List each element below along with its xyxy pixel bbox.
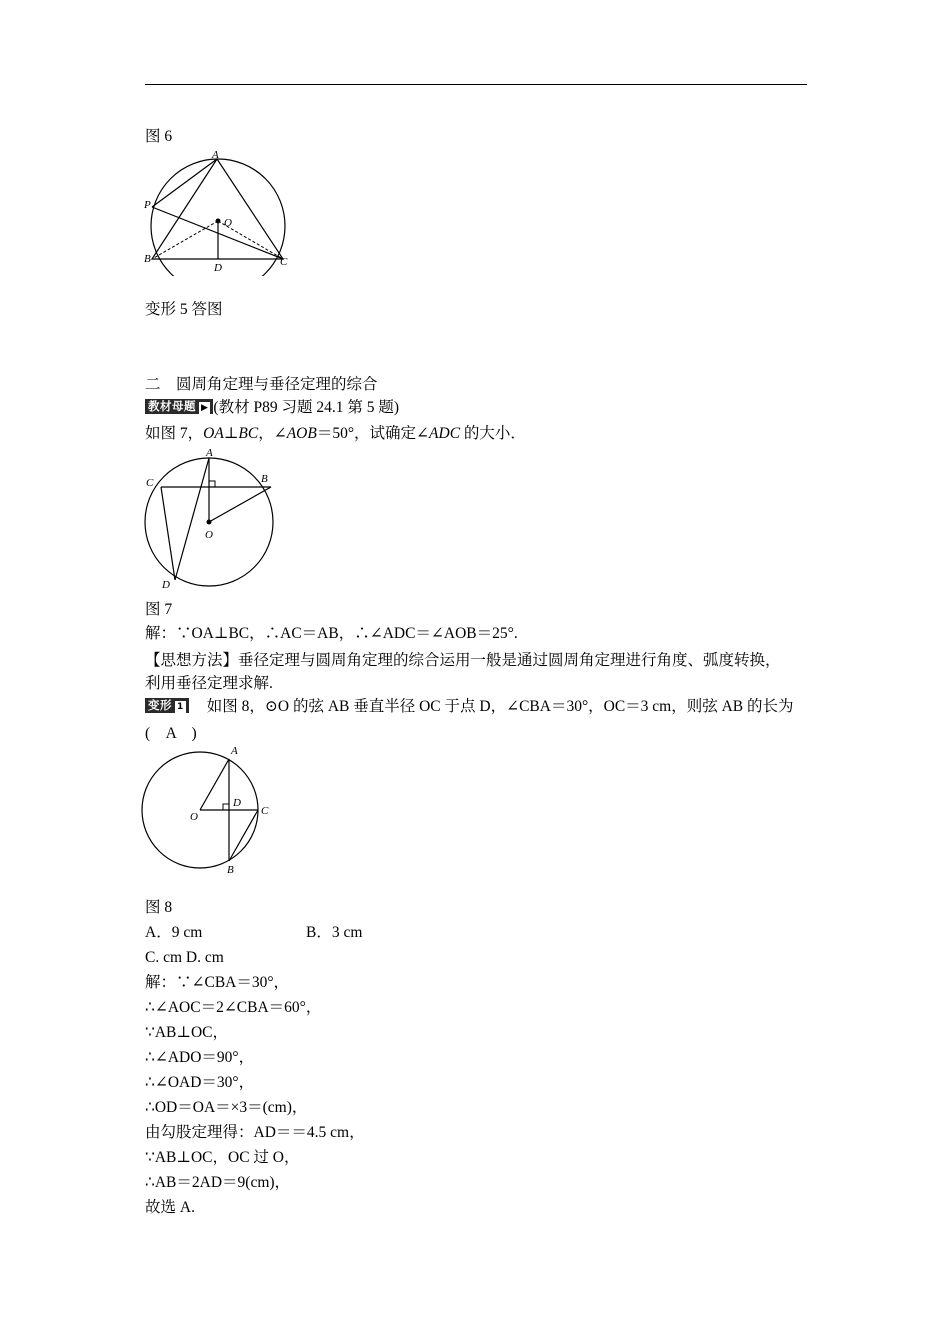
option-cd: C. cm D. cm	[145, 949, 224, 966]
step-3: ∵AB⊥OC，	[145, 1024, 229, 1041]
step-2: ∴∠AOC＝2∠CBA＝60°，	[145, 999, 322, 1016]
fig8-label-a: A	[231, 745, 238, 757]
fig8-label-o: O	[190, 811, 198, 823]
textbook-source: (教材 P89 习题 24.1 第 5 题)	[213, 399, 399, 416]
figure-8	[138, 742, 280, 882]
fig7-label-c: C	[146, 477, 154, 489]
fig8-label-c: C	[261, 805, 269, 817]
step-10: 故选 A.	[145, 1199, 195, 1216]
fig8-caption: 图 8	[145, 899, 173, 916]
step-6: ∴OD＝OA＝×3＝(cm)，	[145, 1099, 308, 1116]
option-a: A．9 cm	[145, 924, 203, 941]
method-line-2: 利用垂径定理求解.	[145, 675, 273, 692]
method-label: 【思想方法】	[145, 652, 239, 669]
problem7-text: 如图 7，OA⊥BC，∠AOB＝50°，试确定∠ADC 的大小．	[145, 425, 526, 442]
textbook-tag: 教材母题 ▶	[145, 399, 213, 414]
figure-6	[140, 148, 290, 276]
method-line-1: 【思想方法】垂径定理与圆周角定理的综合运用一般是通过圆周角定理进行角度、弧度转换，	[145, 652, 781, 669]
step-4: ∴∠ADO＝90°，	[145, 1049, 255, 1066]
step-7: 由勾股定理得：AD＝＝4.5 cm，	[145, 1124, 365, 1141]
fig7-label-b: B	[261, 473, 268, 485]
step-9: ∴AB＝2AD＝9(cm)，	[145, 1174, 291, 1191]
fig6-answer-caption: 变形 5 答图	[145, 301, 223, 318]
fig6-caption: 图 6	[145, 128, 173, 145]
section-title: 二 圆周角定理与垂径定理的综合	[145, 376, 378, 393]
step-1: 解：∵∠CBA＝30°，	[145, 974, 290, 991]
play-arrow-icon: ▶	[201, 403, 209, 413]
step-8: ∵AB⊥OC，OC 过 O，	[145, 1149, 300, 1166]
fig7-label-a: A	[206, 447, 213, 459]
solution7: 解：∵OA⊥BC，∴AC＝AB，∴∠ADC＝∠AOB＝25°.	[145, 625, 518, 642]
fig8-label-d: D	[233, 797, 241, 809]
fig6-label-d: D	[214, 262, 222, 274]
fig6-label-b: B	[144, 253, 151, 265]
fig8-label-b: B	[227, 864, 234, 876]
textbook-line	[145, 398, 399, 418]
variant-tag: 变形 1	[145, 698, 189, 713]
option-b: B．3 cm	[306, 924, 363, 941]
fig6-label-c: C	[280, 256, 288, 268]
variant1-line: 变形 1 如图 8，⊙O 的弦 AB 垂直半径 OC 于点 D，∠CBA＝30°，OC＝3 cm，则弦 AB 的长为	[145, 697, 794, 717]
fig6-label-p: P	[144, 199, 151, 211]
fig7-caption: 图 7	[145, 601, 173, 618]
variant1-answer: ( A )	[145, 725, 197, 742]
fig7-label-d: D	[162, 579, 170, 591]
step-5: ∴∠OAD＝30°，	[145, 1074, 255, 1091]
fig6-label-o: O	[224, 217, 232, 229]
header-rule	[145, 84, 807, 85]
figure-7	[138, 446, 280, 594]
fig7-label-o: O	[205, 529, 213, 541]
fig6-label-a: A	[212, 149, 219, 161]
